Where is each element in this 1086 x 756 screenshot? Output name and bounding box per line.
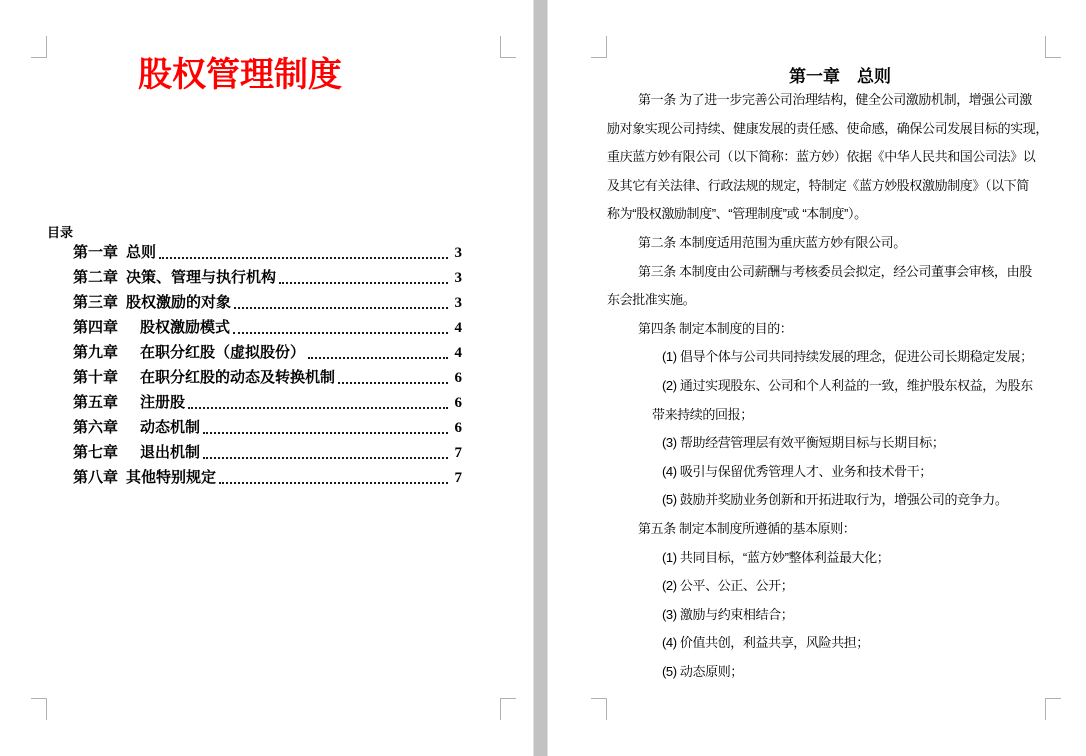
toc-chapter-label: 第七章 (73, 444, 119, 461)
toc-entry[interactable] (73, 241, 462, 266)
body-text-line: (4) 吸引与保留优秀管理人才、业务和技术骨干； (662, 463, 932, 479)
document-title: 股权管理制度 (138, 56, 342, 94)
body-text-line: (1) 共同目标，“蓝方妙”整体利益最大化； (662, 549, 890, 565)
crop-mark-bottom-left-icon (31, 698, 47, 720)
toc-page-number: 6 (454, 370, 462, 386)
toc-heading: 目录 (47, 225, 74, 240)
crop-mark-bottom-left-icon (591, 698, 607, 720)
body-text-line: (3) 帮助经营管理层有效平衡短期目标与长期目标； (662, 435, 945, 451)
toc-dot-leader (203, 457, 448, 459)
toc-entry[interactable] (73, 341, 462, 366)
body-text (607, 86, 1049, 686)
toc-dot-leader (219, 482, 448, 484)
toc-entry[interactable] (73, 416, 462, 441)
toc-title-label: 退出机制 (140, 444, 201, 461)
body-text-line: 重庆蓝方妙有限公司（以下简称：蓝方妙）依据《中华人民共和国公司法》以 (607, 149, 1036, 165)
body-text-line: 励对象实现公司持续、健康发展的责任感、使命感，确保公司发展目标的实现， (607, 120, 1049, 136)
toc-dot-leader (188, 407, 448, 409)
toc-chapter-label: 第五章 (73, 394, 119, 411)
toc-page-number: 7 (454, 445, 462, 461)
toc-title-label: 注册股 (140, 394, 186, 411)
toc-page-number: 3 (454, 295, 462, 311)
toc-page-number: 3 (454, 270, 462, 286)
toc-chapter-label: 第三章 (73, 294, 119, 311)
toc-title-label: 动态机制 (140, 419, 201, 436)
toc-page-number: 6 (454, 395, 462, 411)
toc-dot-leader (159, 257, 448, 259)
chapter-heading: 第一章 总则 (789, 67, 891, 86)
toc-dot-leader (279, 282, 448, 284)
toc-page-number: 7 (454, 470, 462, 486)
toc-dot-leader (203, 432, 448, 434)
crop-mark-top-right-icon (500, 36, 516, 58)
body-text-line: 带来持续的回报； (652, 406, 753, 422)
toc-title-label: 股权激励的对象 (126, 294, 232, 311)
body-text-line: (5) 动态原则； (662, 663, 743, 679)
body-text-line: 东会批准实施。 (607, 292, 696, 308)
toc-entry[interactable] (73, 266, 462, 291)
toc-title-label: 在职分红股的动态及转换机制 (140, 369, 336, 386)
toc-entry[interactable] (73, 291, 462, 316)
toc-chapter-label: 第一章 (73, 244, 119, 261)
body-text-line: 第二条 本制度适用范围为重庆蓝方妙有限公司。 (638, 234, 906, 250)
toc-title-label: 股权激励模式 (140, 319, 231, 336)
toc-page-number: 3 (454, 245, 462, 261)
body-text-line: (1) 倡导个体与公司共同持续发展的理念，促进公司长期稳定发展； (662, 349, 1033, 365)
toc-dot-leader (308, 357, 448, 359)
toc-entry[interactable] (73, 366, 462, 391)
toc-dot-leader (233, 332, 448, 334)
toc-chapter-label: 第九章 (73, 344, 119, 361)
body-text-line: 第三条 本制度由公司薪酬与考核委员会拟定，经公司董事会审核，由股 (638, 263, 1032, 279)
toc-title-label: 总则 (126, 244, 157, 261)
body-text-line: (3) 激励与约束相结合； (662, 606, 794, 622)
page-divider (533, 0, 548, 756)
crop-mark-bottom-right-icon (500, 698, 516, 720)
toc-chapter-label: 第四章 (73, 319, 119, 336)
toc (73, 241, 462, 491)
body-text-line: 称为“股权激励制度”、“管理制度”或 “本制度”）。 (607, 206, 867, 222)
crop-mark-top-left-icon (591, 36, 607, 58)
toc-dot-leader (338, 382, 448, 384)
toc-entry[interactable] (73, 316, 462, 341)
crop-mark-top-left-icon (31, 36, 47, 58)
body-text-line: (2) 公平、公正、公开； (662, 578, 794, 594)
crop-mark-top-right-icon (1045, 36, 1061, 58)
crop-mark-bottom-right-icon (1045, 698, 1061, 720)
body-text-line: 第一条 为了进一步完善公司治理结构，健全公司激励机制，增强公司激 (638, 92, 1032, 107)
toc-chapter-label: 第十章 (73, 369, 119, 386)
body-text-line: 第五条 制定本制度所遵循的基本原则： (638, 520, 856, 536)
page-2 (548, 0, 1086, 756)
toc-chapter-label: 第二章 (73, 269, 119, 286)
body-text-line: (2) 通过实现股东、公司和个人利益的一致，维护股东权益，为股东 (662, 377, 1033, 393)
page-1 (0, 0, 533, 756)
body-text-line: 第四条 制定本制度的目的： (638, 320, 793, 336)
toc-entry[interactable] (73, 391, 462, 416)
toc-page-number: 4 (454, 345, 462, 361)
toc-dot-leader (234, 307, 448, 309)
toc-chapter-label: 第六章 (73, 419, 119, 436)
toc-chapter-label: 第八章 (73, 469, 119, 486)
body-text-line: (5) 鼓励并奖励业务创新和开拓进取行为，增强公司的竞争力。 (662, 492, 1008, 508)
toc-entry[interactable] (73, 441, 462, 466)
toc-title-label: 在职分红股（虚拟股份） (140, 344, 306, 361)
toc-title-label: 其他特别规定 (126, 469, 217, 486)
body-text-line: 及其它有关法律、行政法规的规定，特制定《蓝方妙股权激励制度》（以下简 (607, 177, 1029, 193)
toc-entry[interactable] (73, 466, 462, 491)
toc-title-label: 决策、管理与执行机构 (126, 269, 277, 286)
toc-page-number: 6 (454, 420, 462, 436)
body-text-line: (4) 价值共创，利益共享，风险共担； (662, 635, 869, 651)
toc-page-number: 4 (454, 320, 462, 336)
